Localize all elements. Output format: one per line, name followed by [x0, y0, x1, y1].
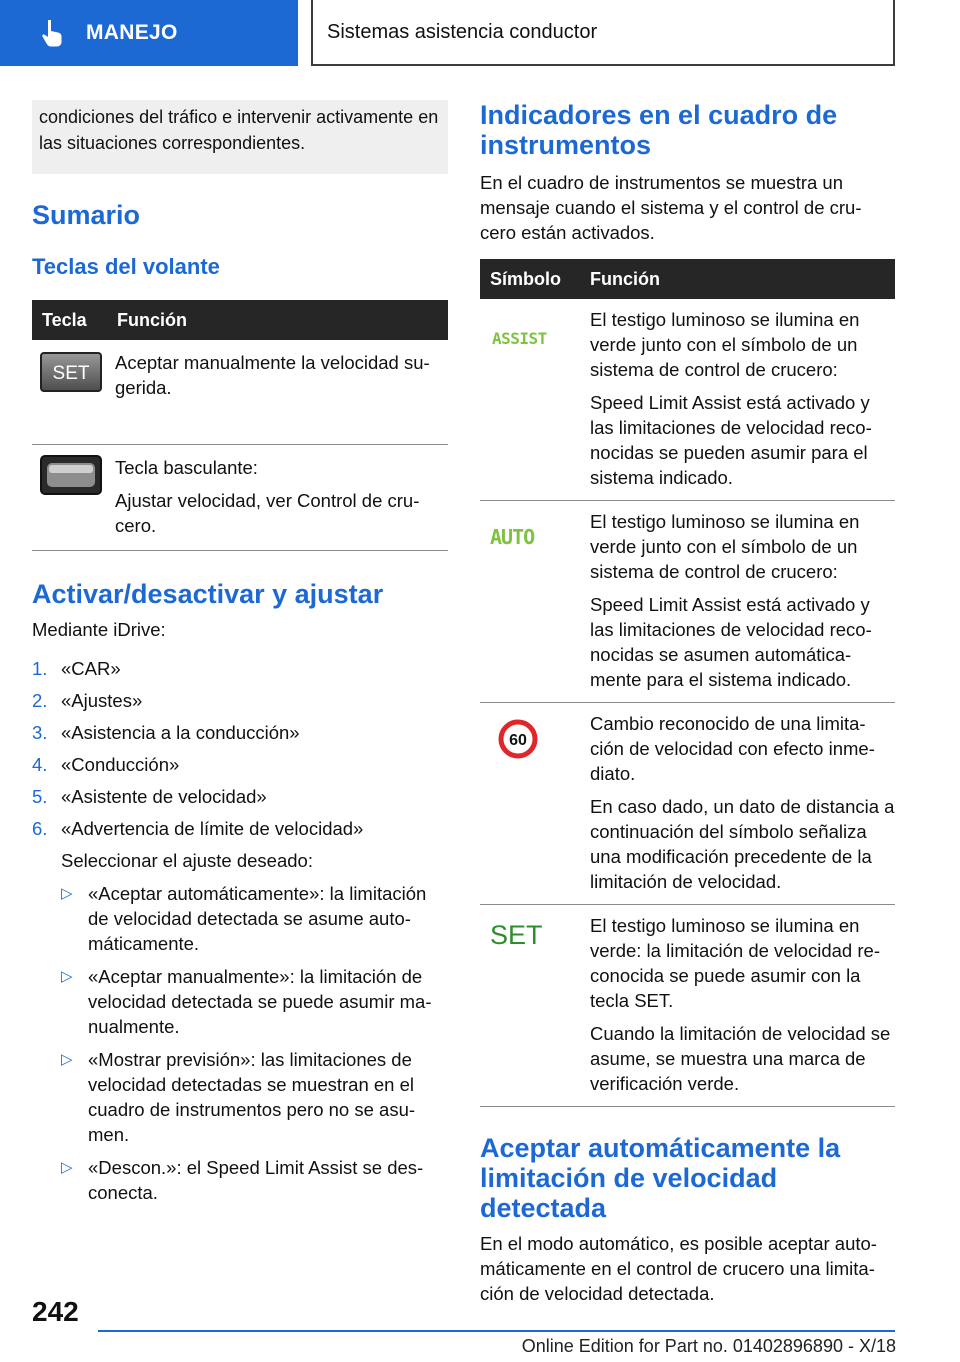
key-icon-cell [32, 340, 107, 444]
indicator-text: El testigo luminoso se ilumina en verde junto con el símbolo de un sistema de control de crucero: [590, 511, 860, 582]
bullet-triangle-icon: ▷ [61, 1158, 73, 1176]
symbol-cell [480, 299, 580, 501]
step-text: «Asistente de velocidad» [61, 785, 267, 807]
steps-list [32, 656, 448, 841]
key-icon-cell [32, 444, 107, 550]
indicator-function-cell [580, 703, 895, 905]
chapter-title [311, 0, 895, 66]
step-number: 5. [32, 785, 48, 807]
step-text: «Conducción» [61, 753, 180, 775]
symbol-cell [480, 905, 580, 1107]
heading-aceptar: Aceptar automáticamente la limitación de velocidad detectada [480, 1133, 841, 1223]
col-header-simbolo: Símbolo [480, 259, 580, 299]
indicator-function-cell [580, 299, 895, 501]
indicator-text: El testigo luminoso se ilumina en verde junto con el símbolo de un sistema de control de crucero: [590, 309, 860, 380]
step-text: «Asistencia a la conducción» [61, 721, 300, 743]
left-column [32, 100, 448, 1213]
table-row [32, 340, 448, 444]
table-row [480, 703, 895, 905]
mediante-text: Mediante iDrive: [32, 618, 166, 640]
chapter-label: Sistemas asistencia conductor [327, 20, 598, 43]
section-tab [0, 0, 298, 66]
indicators-table [480, 259, 895, 1107]
key-function-text: Aceptar manualmente la velocidad su-gerida. [115, 352, 430, 398]
note-box [32, 100, 448, 174]
heading-activar: Activar/desactivar y ajustar [32, 578, 384, 609]
heading-indicadores: Indicadores en el cuadro de instrumentos [480, 100, 838, 160]
list-item [61, 881, 448, 956]
symbol-cell [480, 501, 580, 703]
table-row [480, 501, 895, 703]
table-row [32, 444, 448, 550]
steering-keys-table [32, 300, 448, 551]
list-item [61, 1155, 448, 1205]
speed-limit-value: 60 [509, 732, 527, 749]
step-number: 1. [32, 657, 48, 679]
symbol-cell [480, 703, 580, 905]
bullet-triangle-icon: ▷ [61, 1050, 73, 1068]
set-indicator-icon: SET [490, 920, 543, 950]
rocker-switch-icon [40, 455, 102, 495]
list-item [32, 752, 448, 777]
page-number: 242 [32, 1296, 79, 1327]
edition-note: Online Edition for Part no. 01402896890 - X/18 [521, 1336, 896, 1356]
set-button-icon [40, 352, 102, 392]
heading-sumario: Sumario [32, 200, 141, 230]
list-item [32, 656, 448, 681]
step-number: 4. [32, 753, 48, 775]
indicator-function-cell [580, 501, 895, 703]
step-number: 2. [32, 689, 48, 711]
col-header-funcion: Función [580, 259, 895, 299]
bullet-triangle-icon: ▷ [61, 884, 73, 902]
indicator-text: En caso dado, un dato de distancia a continuación del símbolo señaliza una modificación precedente de la limitación de velocidad. [590, 796, 895, 892]
option-text: «Aceptar manualmente»: la limitación de velocidad detectada se puede asumir ma-nualmente. [88, 965, 432, 1037]
list-item [32, 784, 448, 809]
auto-indicator-icon: AUTO [490, 525, 535, 549]
table-header-row [32, 300, 448, 340]
assist-indicator-icon: ASSIST [492, 329, 547, 348]
indicator-text: Speed Limit Assist está activado y las limitaciones de velocidad reco-nocidas se pueden asumir para el sistema indicado. [590, 392, 872, 488]
col-header-tecla: Tecla [32, 300, 107, 340]
table-row [480, 299, 895, 501]
hand-icon [40, 18, 66, 48]
list-item [61, 964, 448, 1039]
indicator-function-cell [580, 905, 895, 1107]
option-text: «Descon.»: el Speed Limit Assist se des-conecta. [88, 1156, 424, 1203]
key-function-text: Ajustar velocidad, ver Control de cru-cero. [115, 489, 420, 536]
section-title: MANEJO [86, 21, 178, 44]
aceptar-text: En el modo automático, es posible aceptar auto-máticamente en el control de crucero una limita-ción de velocidad detectada. [480, 1233, 877, 1304]
table-row [480, 905, 895, 1107]
key-function-text: Tecla basculante: [115, 456, 258, 478]
step-text: «Ajustes» [61, 689, 143, 711]
col-header-funcion: Función [107, 300, 448, 340]
key-function-cell [107, 340, 448, 444]
speed-limit-sign-icon [498, 719, 538, 759]
list-item [32, 816, 448, 841]
set-button-label: SET [52, 363, 90, 384]
table-header-row [480, 259, 895, 299]
indicadores-intro: En el cuadro de instrumentos se muestra un mensaje cuando el sistema y el control de cru-cero están activados. [480, 172, 862, 243]
indicator-text: Cuando la limitación de velocidad se asume, se muestra una marca de verificación verde. [590, 1023, 891, 1094]
key-function-cell [107, 444, 448, 550]
right-column [480, 100, 895, 1306]
footer-divider [98, 1330, 895, 1332]
step-text: «Advertencia de límite de velocidad» [61, 817, 364, 839]
option-text: «Aceptar automáticamente»: la limitación de velocidad detectada se asume auto-máticamente. [88, 882, 427, 954]
list-item [61, 1047, 448, 1147]
list-item [32, 720, 448, 745]
option-text: «Mostrar previsión»: las limitaciones de velocidad detectadas se muestran en el cuadro de instrumentos pero no se asu-men. [88, 1048, 416, 1145]
step-number: 3. [32, 721, 48, 743]
heading-teclas: Teclas del volante [32, 254, 220, 279]
step-number: 6. [32, 817, 48, 839]
step-text: «CAR» [61, 657, 121, 679]
select-instruction: Seleccionar el ajuste deseado: [61, 849, 313, 871]
note-text: condiciones del tráfico e intervenir activamente en las situaciones correspondientes. [39, 107, 439, 153]
indicator-text: Speed Limit Assist está activado y las limitaciones de velocidad reco-nocidas se asumen automática-mente para el sistema indicado. [590, 594, 872, 690]
indicator-text: El testigo luminoso se ilumina en verde: la limitación de velocidad re-conocida se puede asumir con la tecla SET. [590, 915, 880, 1011]
bullet-triangle-icon: ▷ [61, 967, 73, 985]
indicator-text: Cambio reconocido de una limita-ción de velocidad con efecto inme-diato. [590, 713, 875, 784]
list-item [32, 688, 448, 713]
options-list [32, 881, 448, 1205]
